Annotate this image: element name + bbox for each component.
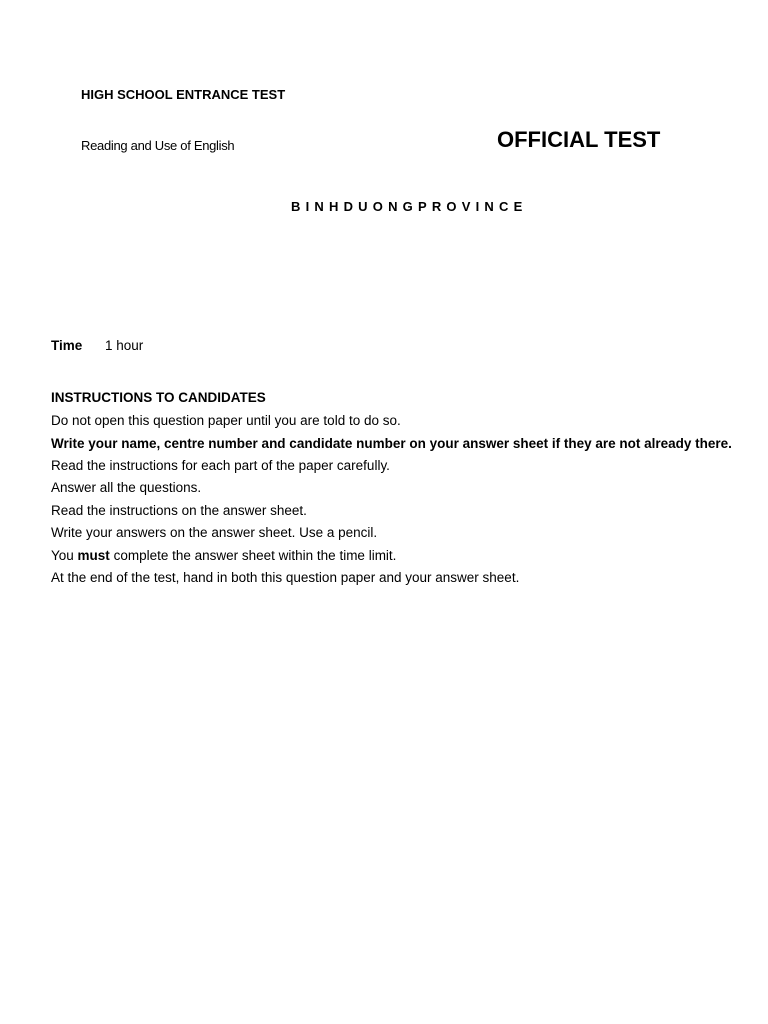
- instruction-line-4: Answer all the questions.: [51, 480, 202, 495]
- instructions-section: [51, 390, 741, 593]
- official-test-label: OFFICIAL TEST: [497, 127, 661, 152]
- instruction-line-5: Read the instructions on the answer sheet.: [51, 502, 307, 518]
- province-heading: BINHDUONGPROVINCE: [291, 199, 528, 214]
- time-value: 1 hour: [105, 338, 144, 353]
- instruction-line-7-emphasis: must: [77, 547, 110, 563]
- instruction-line-3: Read the instructions for each part of the paper carefully.: [51, 457, 390, 473]
- instructions-heading: INSTRUCTIONS TO CANDIDATES: [51, 390, 266, 405]
- instruction-line-8: At the end of the test, hand in both this question paper and your answer sheet.: [51, 570, 520, 585]
- instruction-line-2: Write your name, centre number and candidate number on your answer sheet if they are not already there.: [51, 435, 732, 451]
- instruction-line-7-pre: You: [51, 547, 78, 563]
- instruction-line-7: [51, 548, 741, 564]
- exam-title: HIGH SCHOOL ENTRANCE TEST: [81, 87, 286, 102]
- time-label: Time: [51, 338, 83, 353]
- instruction-line-6: Write your answers on the answer sheet. Use a pencil.: [51, 525, 378, 540]
- instruction-line-1: Do not open this question paper until you are told to do so.: [51, 413, 401, 428]
- instruction-line-7-post: complete the answer sheet within the time limit.: [109, 547, 397, 563]
- paper-name: Reading and Use of English: [81, 138, 235, 153]
